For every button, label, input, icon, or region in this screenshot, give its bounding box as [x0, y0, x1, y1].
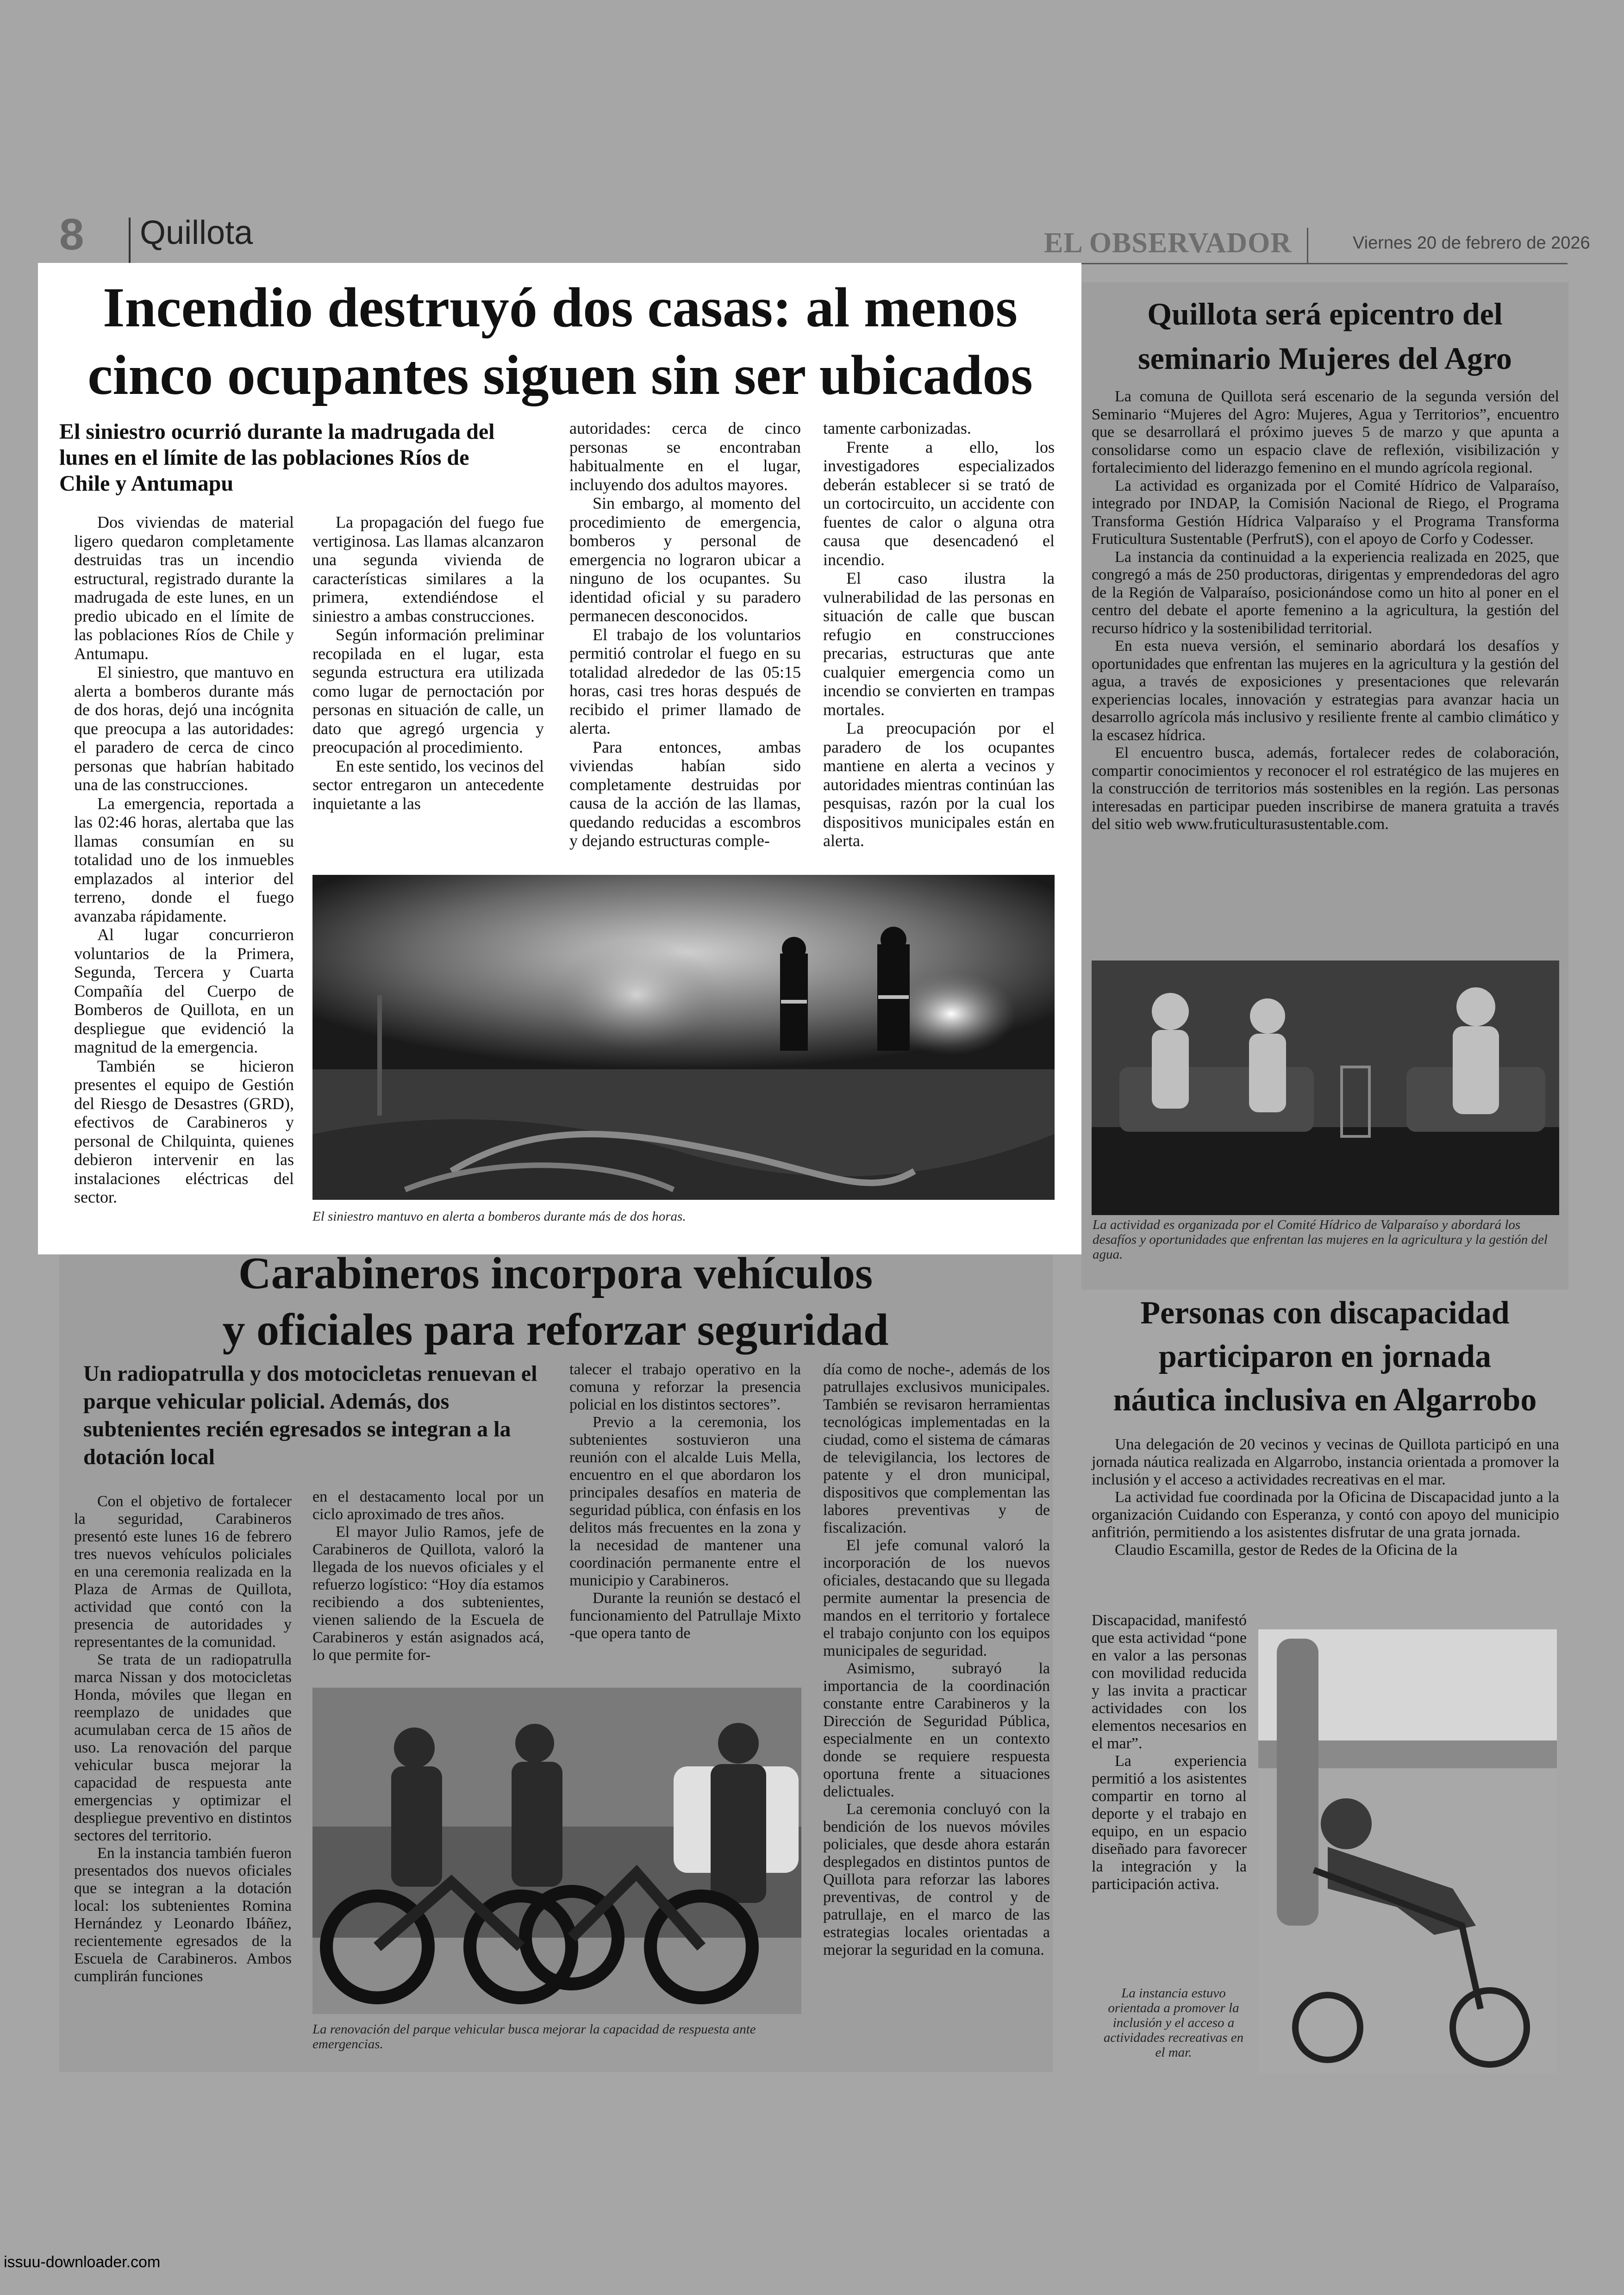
seminar-panel-illustration — [1092, 960, 1559, 1215]
police-headline: Carabineros incorpora vehículos y oficiales para reforzar seguridad — [222, 1248, 889, 1355]
section-title: Quillota — [140, 214, 253, 251]
fire-column-4: tamente carbonizadas. Frente a ello, los investigadores especializados deberán establecer si se trató de un cortocircuito, un accidente con fuentes de calor o alguna otra causa que desencadenó el incendio. El caso ilustra la vulnerabilidad de las personas en situación de calle que buscan refugio en construcciones precarias, estructuras que ante cualquier emergencia como un incendio se convierten en trampas mortales. La preocupación por el paradero de los ocupantes mantiene en alerta a vecinos y autoridades mientras continúan las pesquisas, razón por la cual los dispositivos municipales están en alerta. — [823, 419, 1055, 850]
fire-headline: Incendio destruyó dos casas: al menos cinco ocupantes siguen sin ser ubicados — [87, 276, 1033, 406]
fire-subheadline: El siniestro ocurrió durante la madrugada del lunes en el límite de las poblaciones Ríos de Chile y Antumapu — [59, 419, 495, 496]
fire-photo-caption: El siniestro mantuvo en alerta a bomberos durante más de dos horas. — [312, 1209, 686, 1224]
header-divider-2 — [1307, 228, 1308, 263]
fire-column-2: La propagación del fuego fue vertiginosa. Las llamas alcanzaron una segunda vivienda de características similares a la primera, extendiéndose el siniestro a ambas construcciones. Según información preliminar recopilada en el lugar, esta segunda estructura era utilizada como lugar de pernoctación por personas en situación de calle, un dato que agregó urgencia y preocupación al procedimiento. En este sentido, los vecinos del sector entregaron un antecedente inquietante a las — [312, 513, 544, 813]
agro-photo — [1092, 960, 1559, 1215]
fire-column-3: autoridades: cerca de cinco personas se encontraban habitualmente en el lugar, incluyendo dos adultos mayores. Sin embargo, al momento del procedimiento de emergencia, bomberos y personal de emergencia no lograron ubicar a ninguno de los ocupantes. Su identidad oficial y su paradero permanecen desconocidos. El trabajo de los voluntarios permitió controlar el fuego en su totalidad alrededor de las 05:15 horas, casi tres horas después de recibido el primer llamado de alerta. Para entonces, ambas viviendas habían sido completamente destruidas por causa de la acción de las llamas, quedando reducidas a escombros y dejando estructuras comple- — [569, 419, 801, 850]
police-motorcycles-illustration — [312, 1688, 801, 2014]
nautica-photo-caption: La instancia estuvo orientada a promover la inclusión y el acceso a actividades recreativas en el mar. — [1103, 1986, 1244, 2060]
nautica-headline: Personas con discapacidad participaron en jornada náutica inclusiva en Algarrobo — [1113, 1295, 1537, 1418]
police-column-4: día como de noche-, además de los patrullajes exclusivos municipales. También se revisaron herramientas tecnológicas implementadas en la ciudad, como el sistema de cámaras de televigilancia, los lectores de patente y el dron municipal, dispositivos que complementan las labores preventivas y de fiscalización. El jefe comunal valoró la incorporación de los nuevos oficiales, destacando que su llegada permite aumentar la presencia de mandos en el territorio y fortalece el trabajo conjunto con los equipos municipales de seguridad. Asimismo, subrayó la importancia de la coordinación constante entre Carabineros y la Dirección de Seguridad Pública, especialmente en un contexto donde se requiere respuesta oportuna frente a situaciones delictuales. La ceremonia concluyó con la bendición de los nuevos móviles policiales, que desde ahora estarán desplegados en distintos puntos de Quillota para reforzar las labores preventivas, de control y de patrullaje, en el marco de las estrategias locales orientadas a mejorar la seguridad en la comuna. — [823, 1361, 1050, 1958]
beach-wheelchair-illustration — [1258, 1629, 1557, 2074]
police-column-3: talecer el trabajo operativo en la comuna y reforzar la presencia policial en los distintos sectores”. Previo a la ceremonia, los subtenientes sostuvieron una reunión con el alcalde Luis Mella, encuentro en el que abordaron los principales desafíos en materia de seguridad pública, con énfasis en los delitos más frecuentes en la zona y la necesidad de mantener una coordinación permanente entre el municipio y Carabineros. Durante la reunión se destacó el funcionamiento del Patrullaje Mixto -que opera tanto de — [569, 1361, 801, 1642]
issue-date: Viernes 20 de febrero de 2026 — [1353, 233, 1590, 253]
newspaper-name: EL OBSERVADOR — [1044, 227, 1292, 259]
police-subheadline: Un radiopatrulla y dos motocicletas renuevan el parque vehicular policial. Además, dos subtenientes recién egresados se integran a la dotación local — [83, 1361, 537, 1469]
police-column-1: Con el objetivo de fortalecer la seguridad, Carabineros presentó este lunes 16 de febrero tres nuevos vehículos policiales en una ceremonia realizada en la Plaza de Armas de Quillota, actividad que contó con la presencia de autoridades y representantes de la comunidad. Se trata de un radiopatrulla marca Nissan y dos motocicletas Honda, móviles que llegan en reemplazo de unidades que acumulaban cerca de 15 años de uso. La renovación del parque vehicular busca mejorar la capacidad de respuesta ante emergencias y optimizar el despliegue preventivo en distintos sectores del territorio. En la instancia también fueron presentados dos nuevos oficiales que se integran a la dotación local: los subtenientes Romina Hernández y Leonardo Ibáñez, recientemente egresados de la Escuela de Carabineros. Ambos cumplirán funciones — [74, 1493, 292, 1985]
nautica-body: Una delegación de 20 vecinos y vecinas de Quillota participó en una jornada náutica realizada en Algarrobo, instancia orientada a promover la inclusión y el acceso a actividades recreativas en el mar. La actividad fue coordinada por la Oficina de Discapacidad junto a la organización Cuidando con Esperanza, y contó con apoyo del municipio anfitrión, permitiendo a los asistentes disfrutar de una grata jornada. Claudio Escamilla, gestor de Redes de la Oficina de la — [1092, 1436, 1559, 1559]
agro-headline: Quillota será epicentro del seminario Mujeres del Agro — [1138, 296, 1512, 376]
nautica-narrow-column: Discapacidad, manifestó que esta actividad “pone en valor a las personas con movilidad reducida y las invita a practicar actividades con los elementos necesarios en el mar”. La experiencia permitió a los asistentes compartir en torno al deporte y el trabajo en equipo, en un espacio diseñado para favorecer la integración y la participación activa. — [1092, 1612, 1247, 1893]
nautica-photo — [1258, 1629, 1557, 2074]
agro-body: La comuna de Quillota será escenario de la segunda versión del Seminario “Mujeres del Agro: Mujeres, Agua y Territorios”, encuentro que se desarrollará el próximo jueves 5 de marzo y que apunta a consolidarse como un espacio clave de reflexión, visibilización y fortalecimiento del liderazgo femenino en el mundo agrícola regional. La actividad es organizada por el Comité Hídrico de Valparaíso, integrado por INDAP, la Comisión Nacional de Riego, el Programa Transforma Gestión Hídrica Valparaíso y el Programa Transforma Fruticultura Sustentable (PerfrutS), con el apoyo de Corfo y Codesser. La instancia da continuidad a la experiencia realizada en 2025, que congregó a más de 250 productoras, dirigentas y emprendedoras del agro de la Región de Valparaíso, posicionándose como un hito al poner en el centro del debate el aporte femenino a la agricultura, la gestión del recurso hídrico y la sostenibilidad territorial. En esta nueva versión, el seminario abordará los desafíos y oportunidades que enfrentan las mujeres en la agricultura y la gestión del agua, a través de exposiciones y presentaciones que relevarán experiencias locales, innovación y estrategias para avanzar hacia un desarrollo agrícola más inclusivo y resiliente frente al cambio climático y la escasez hídrica. El encuentro busca, además, fortalecer redes de colaboración, compartir conocimientos y reconocer el rol estratégico de las mujeres en la construcción de territorios más sostenibles en la región. Las personas interesadas en participar pueden inscribirse de manera gratuita a través del sitio web www.fruticulturasustentable.com. — [1092, 388, 1559, 833]
police-photo — [312, 1688, 801, 2014]
police-photo-caption: La renovación del parque vehicular busca mejorar la capacidad de respuesta ante emergencias. — [312, 2022, 756, 2052]
fire-column-1: Dos viviendas de material ligero quedaron completamente destruidas tras un incendio estructural, registrado durante la madrugada de este lunes, en un predio ubicado en el límite de las poblaciones Ríos de Chile y Antumapu. El siniestro, que mantuvo en alerta a bomberos durante más de dos horas, dejó una incógnita que preocupa a las autoridades: el paradero de cerca de cinco personas que habrían habitado una de las construcciones. La emergencia, reportada a las 02:46 horas, alertaba que las llamas consumían en su totalidad uno de los inmuebles emplazados al interior del terreno, donde el fuego avanzaba rápidamente. Al lugar concurrieron voluntarios de la Primera, Segunda, Tercera y Cuarta Compañía del Cuerpo de Bomberos de Quillota, en un despliegue que evidenció la magnitud de la emergencia. También se hicieron presentes el equipo de Gestión del Riesgo de Desastres (GRD), efectivos de Carabineros y personal de Chilquinta, quienes debieron intervenir en las instalaciones eléctricas del sector. — [74, 513, 294, 1206]
agro-photo-caption: La actividad es organizada por el Comité Hídrico de Valparaíso y abordará los desafíos y oportunidades que enfrentan las mujeres en la agricultura y la gestión del agua. — [1093, 1217, 1548, 1262]
page-number: 8 — [59, 210, 84, 259]
police-column-2: en el destacamento local por un ciclo aproximado de tres años. El mayor Julio Ramos, jefe de Carabineros de Quillota, valoró la llegada de los nuevos oficiales y el refuerzo logístico: “Hoy día estamos recibiendo a dos subtenientes, vienen saliendo de la Escuela de Carabineros y están asignados acá, lo que permite for- — [312, 1488, 544, 1664]
header-divider — [129, 218, 131, 268]
watermark: issuu-downloader.com — [4, 2253, 161, 2271]
fire-photo — [312, 875, 1055, 1200]
fire-scene-illustration — [312, 875, 1055, 1200]
